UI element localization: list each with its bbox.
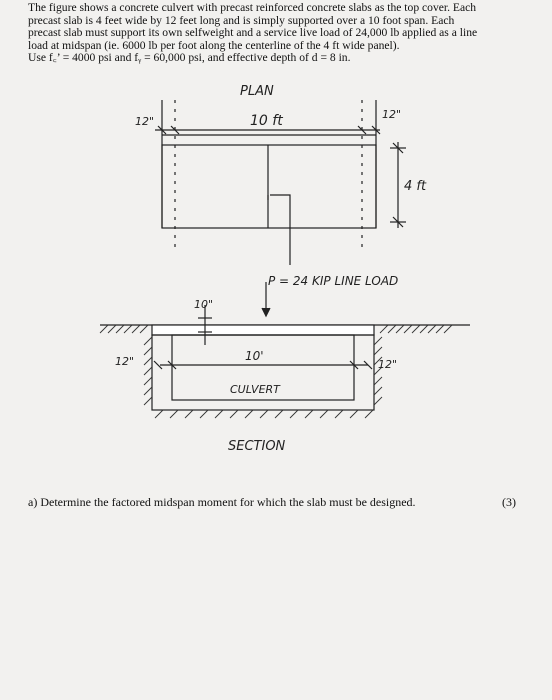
plan-right-dim: 12" [382, 108, 402, 121]
section-slab-dim: 10" [194, 298, 214, 311]
load-label: P = 24 KIP LINE LOAD [268, 274, 399, 288]
culvert-label: CULVERT [230, 383, 280, 396]
plan-slab-outline [162, 145, 376, 228]
problem-line: precast slab must support its own selfweight and a service live load of 24,000 lb applied as a line [28, 26, 478, 40]
problem-line: The figure shows a concrete culvert with precast reinforced concrete slabs as the top cover. Each [28, 1, 477, 14]
plan-span-label: 10 ft [250, 113, 283, 129]
plan-title: PLAN [240, 84, 274, 99]
question-marks: (3) [502, 495, 516, 509]
load-leader [270, 195, 290, 265]
question-text: a) Determine the factored midspan moment for which the slab must be designed. [28, 495, 416, 509]
section-top-slab [152, 325, 374, 335]
problem-line: Use f꜀’ = 4000 psi and fᵧ = 60,000 psi, and effective depth of d = 8 in. [28, 51, 351, 65]
plan-left-dim: 12" [135, 115, 155, 128]
section-title: SECTION [228, 439, 286, 454]
problem-line: load at midspan (ie. 6000 lb per foot along the centerline of the 4 ft wide panel). [28, 38, 400, 52]
section-span-label: 10' [245, 349, 264, 363]
culvert-outer-wall [152, 335, 374, 410]
section-right-wall-dim: 12" [378, 358, 398, 371]
plan-width-label: 4 ft [404, 179, 427, 194]
question-a [28, 495, 528, 510]
section-left-wall-dim: 12" [115, 355, 135, 368]
problem-line: precast slab is 4 feet wide by 12 feet long and is simply supported over a 10 foot span. Each [28, 13, 455, 27]
